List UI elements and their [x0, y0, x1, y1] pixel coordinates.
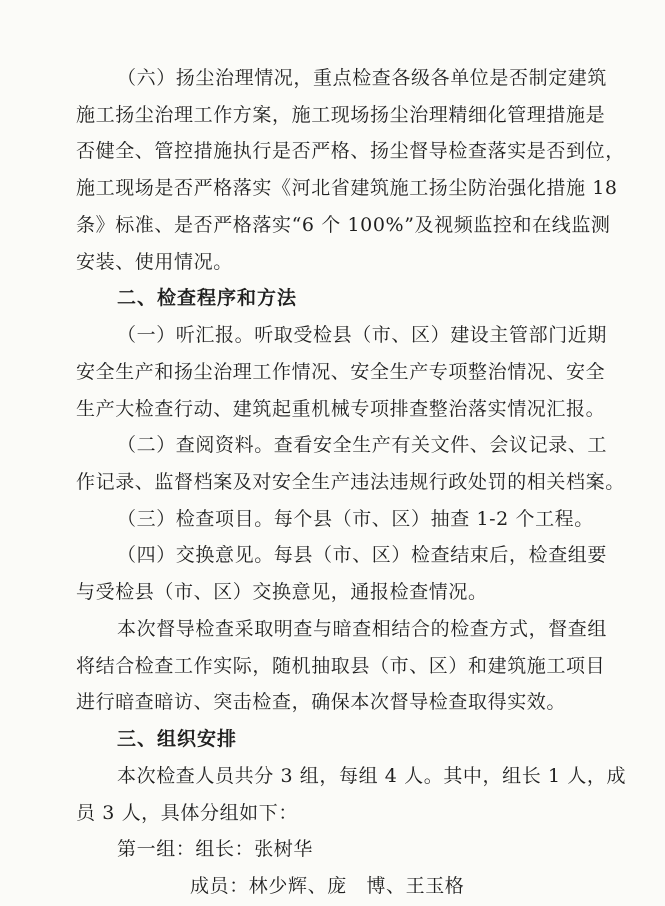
paragraph-line: 进行暗查暗访、突击检查，确保本次督导检查取得实效。 — [76, 691, 567, 713]
paragraph-line: 将结合检查工作实际，随机抽取县（市、区）和建筑施工项目 — [76, 655, 606, 677]
paragraph-line: 与受检县（市、区）交换意见，通报检查情况。 — [76, 581, 488, 603]
paragraph-line: （三）检查项目。每个县（市、区）抽查 1-2 个工程。 — [117, 508, 594, 530]
section-heading: 三、组织安排 — [117, 728, 238, 750]
paragraph-line: （四）交换意见。每县（市、区）检查结束后，检查组要 — [117, 544, 608, 566]
paragraph-line: 施工现场是否严格落实《河北省建筑施工扬尘防治强化措施 18 — [76, 177, 618, 199]
paragraph-line: 作记录、监督档案及对安全生产违法违规行政处罚的相关档案。 — [76, 471, 625, 493]
paragraph-line: 施工扬尘治理工作方案，施工现场扬尘治理精细化管理措施是 — [76, 104, 606, 126]
paragraph-line: 安全生产和扬尘治理工作情况、安全生产专项整治情况、安全 — [76, 361, 606, 383]
paragraph-line: 本次检查人员共分 3 组，每组 4 人。其中，组长 1 人，成 — [117, 765, 627, 787]
section-heading: 二、检查程序和方法 — [117, 287, 298, 309]
paragraph-line: （二）查阅资料。查看安全生产有关文件、会议记录、工 — [117, 434, 608, 456]
paragraph-line: 生产大检查行动、建筑起重机械专项排查整治落实情况汇报。 — [76, 398, 606, 420]
group-members-line: 成员：林少辉、庞 博、王玉格 — [190, 875, 465, 897]
paragraph-line: 本次督导检查采取明查与暗查相结合的检查方式，督查组 — [117, 618, 608, 640]
paragraph-line: 否健全、管控措施执行是否严格、扬尘督导检查落实是否到位， — [76, 140, 625, 162]
paragraph-line: （六）扬尘治理情况，重点检查各级各单位是否制定建筑 — [117, 67, 608, 89]
paragraph-line: 员 3 人，具体分组如下： — [76, 802, 298, 824]
group-leader-line: 第一组：组长：张树华 — [117, 838, 314, 860]
paragraph-line: （一）听汇报。听取受检县（市、区）建设主管部门近期 — [117, 324, 608, 346]
paragraph-line: 安装、使用情况。 — [76, 251, 233, 273]
paragraph-line: 条》标准、是否严格落实“6 个 100%”及视频监控和在线监测 — [76, 214, 611, 236]
